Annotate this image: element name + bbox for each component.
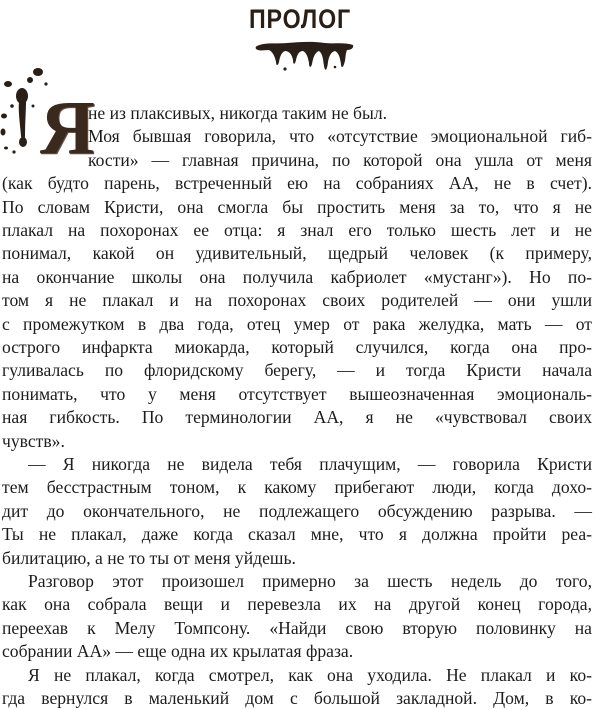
text-line: Я не плакал, когда смотрел, как она уходила. Не плакал и ко- (28, 664, 592, 685)
chapter-title: ПРОЛОГ (248, 4, 352, 34)
text-line: чувств». (2, 430, 65, 451)
text-line: том я не плакал и на похоронах своих родителей — они ушли (2, 290, 592, 311)
text-line: понимал, какой он удивительный, щедрый человек (к примеру, (2, 243, 592, 264)
text-line: дит до окончательного, не подлежащего обсуждению разрыва. — (2, 500, 592, 521)
text-line: переехав к Мелу Томпсону. «Найди свою вторую половинку на (2, 617, 592, 638)
text-line: (как будто парень, встреченный ею на собраниях АА, не в счет). (2, 173, 592, 194)
text-line: понимать, что у меня отсутствует вышеозначенная эмоциональ- (2, 383, 592, 404)
text-line: гда вернулся в маленький дом с большой закладной. Дом, в ко- (2, 688, 592, 708)
text-line: острого инфаркта миокарда, который случился, когда она про- (2, 337, 592, 357)
text-line: гуливалась по флоридскому берегу, — и тогда Кристи начала (2, 360, 592, 381)
text-line: Разговор этот произошел примерно за шесть недель до того, (28, 571, 592, 591)
text-line: тем бесстрастным тоном, к какому прибегают люди, когда дохо- (2, 477, 592, 498)
text-line: ная гибкость. По терминологии АА, я не «чувствовал своих (2, 407, 592, 428)
text-line: не из плаксивых, никогда таким не был. (88, 103, 388, 123)
text-line: билитацию, а не то ты от меня уйдешь. (2, 547, 296, 568)
text-line: — Я никогда не видела тебя плачущим, — говорила Кристи (28, 454, 592, 474)
text-line: собрании АА» — еще одна их крылатая фраза. (2, 641, 354, 662)
text-line: плакал на похоронах ее отца: я знал его только шесть лет и не (2, 220, 592, 240)
text-line: По словам Кристи, она смогла бы простить меня за то, что я не (2, 196, 592, 217)
text-line: на окончание школы она получила кабриолет «мустанг»). Но по- (2, 266, 592, 287)
text-line: Моя бывшая говорила, что «отсутствие эмоциональной гиб- (88, 126, 592, 147)
drop-cap: Я (40, 86, 95, 170)
text-line: как она собрала вещи и перевезла их на другой конец города, (2, 594, 592, 615)
text-line: кости» — главная причина, по которой она ушла от меня (88, 149, 592, 170)
text-line: с промежутком в два года, отец умер от рака желудка, мать — от (2, 313, 592, 334)
text-line: Ты не плакал, даже когда сказал мне, что я должна пройти реа- (2, 524, 592, 545)
